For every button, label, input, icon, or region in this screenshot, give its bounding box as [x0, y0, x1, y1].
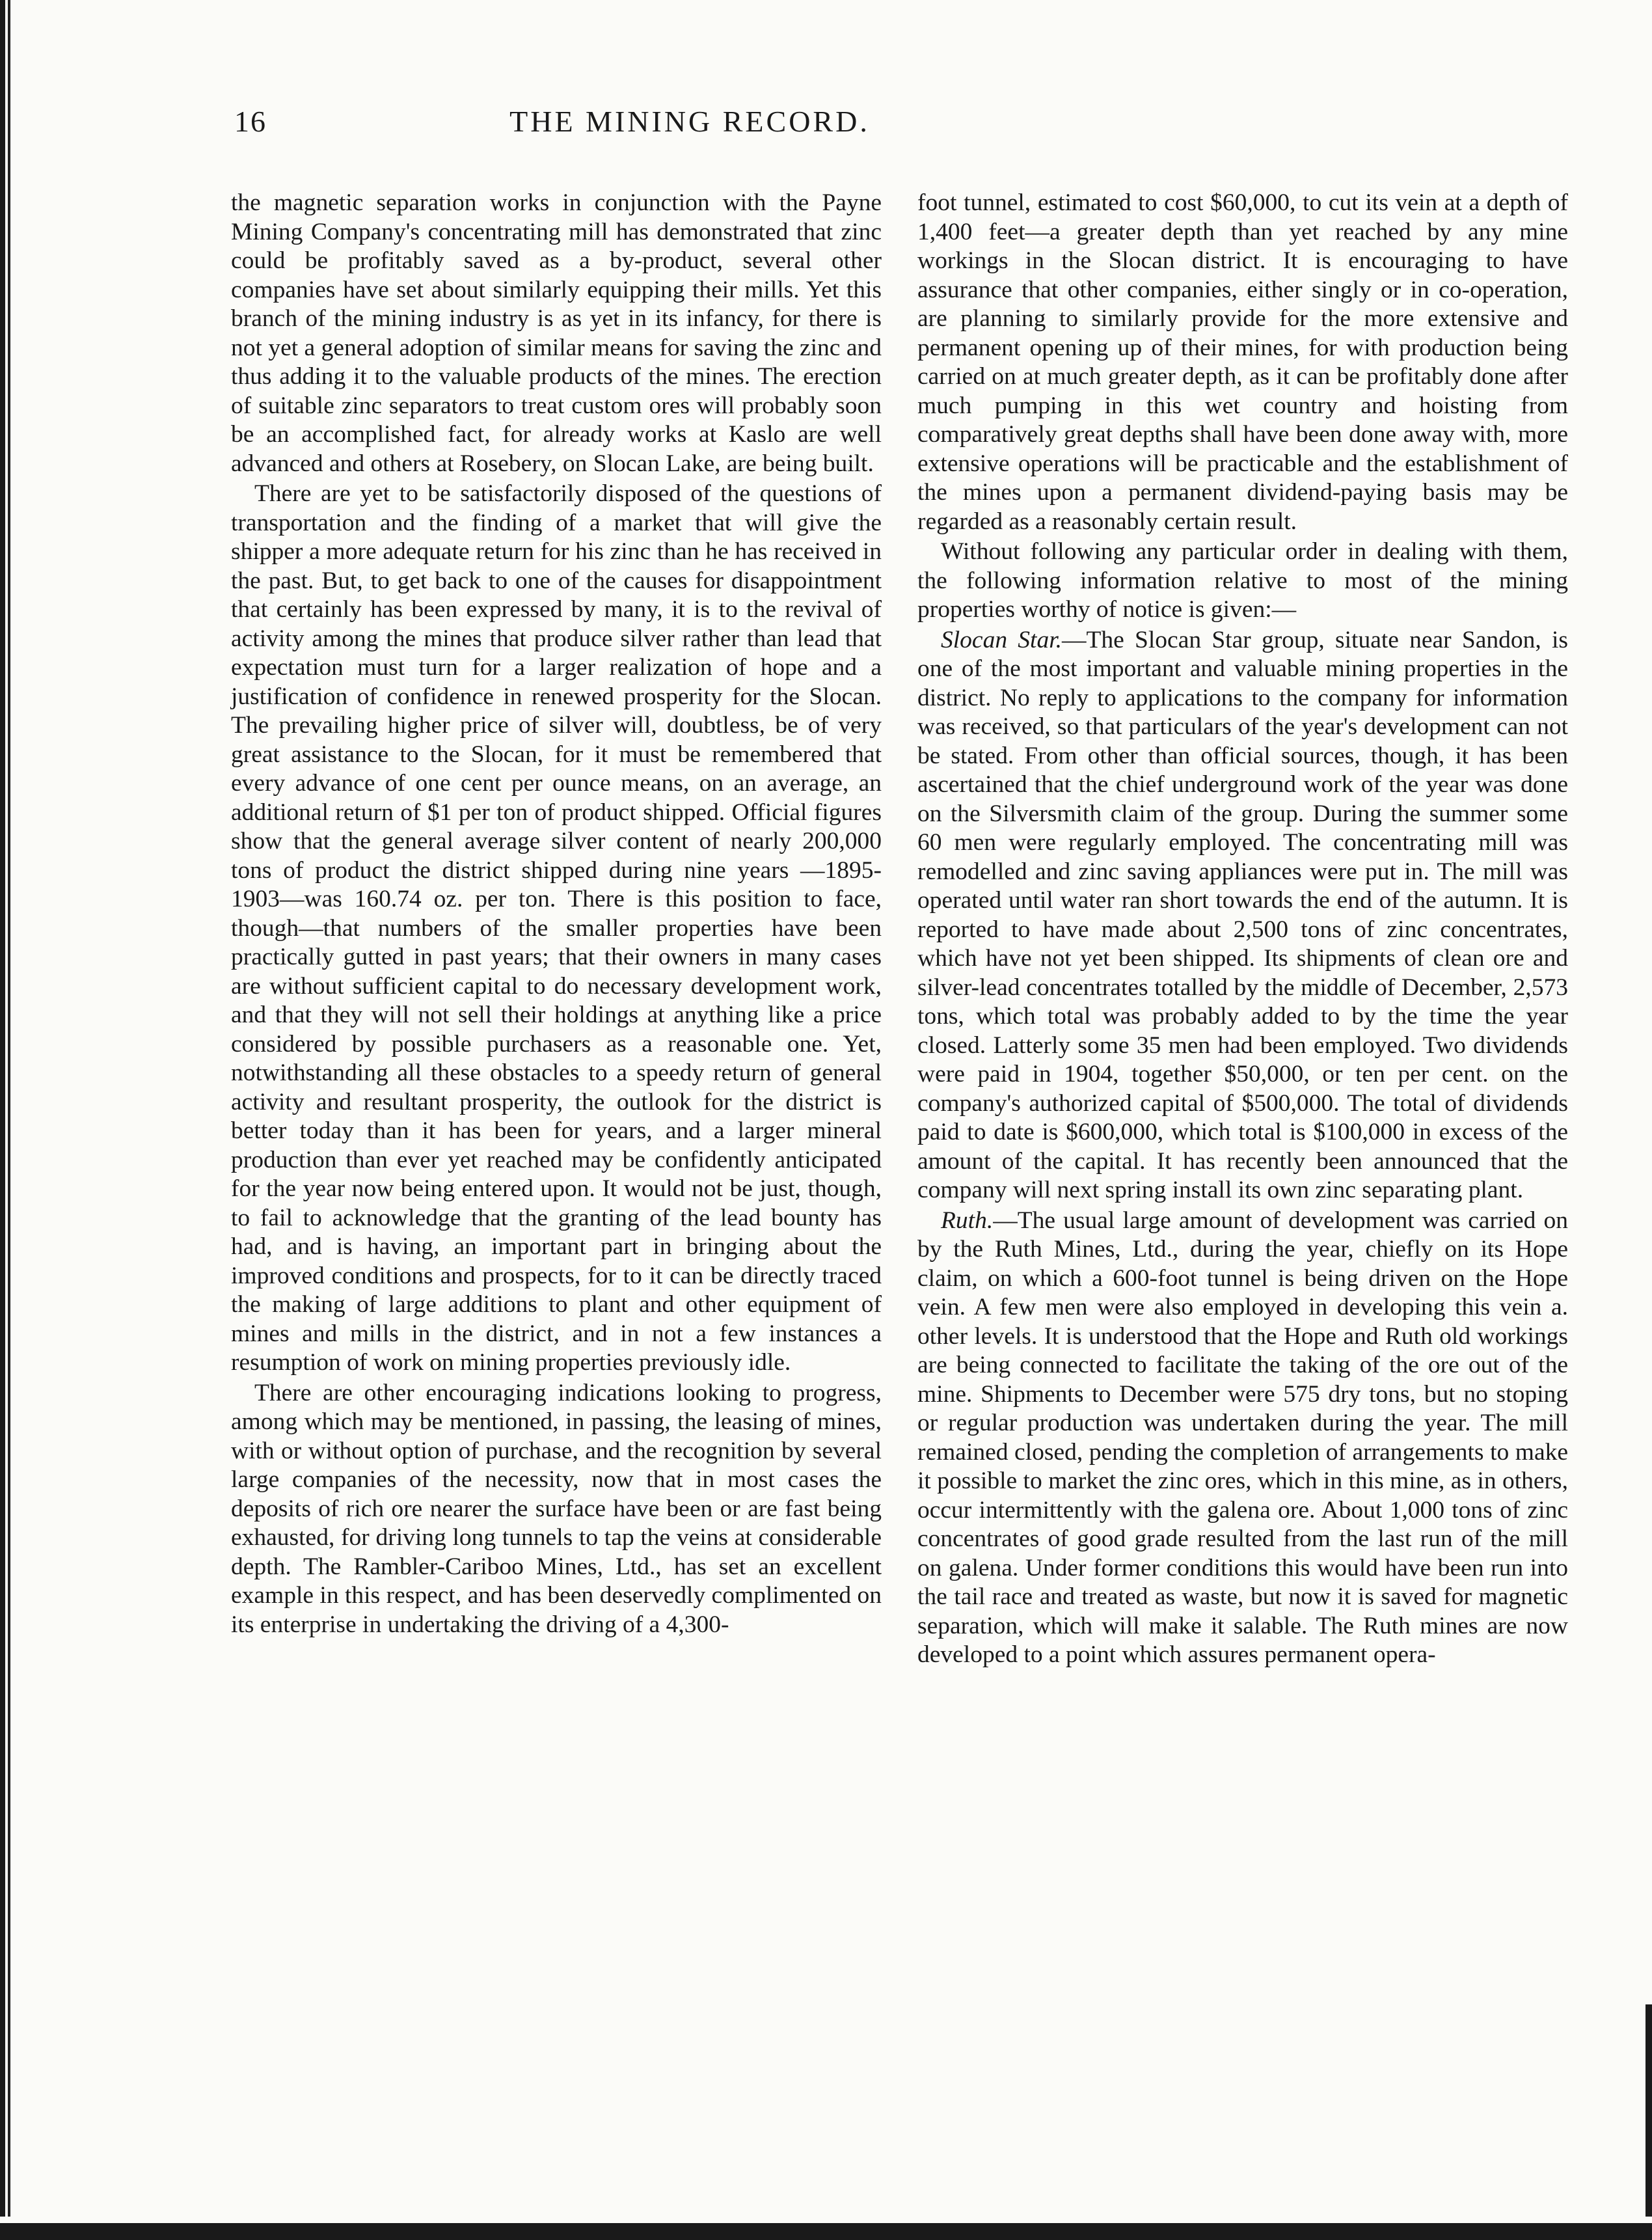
right-column [917, 189, 1568, 1670]
left-column [231, 189, 882, 1639]
entry-text: —The usual large amount of development was carried on by the Ruth Mines, Ltd., during the year, chiefly on its Hope claim, on which a 600-foot tunnel is being driven on the Hope vein. A few men were also employed in developing this vein a. other levels. It is understood that the Hope and Ruth old workings are being connected to facilitate the taking of the ore out of the mine. Shipments to December were 575 dry tons, but no stoping or regular production was undertaken during the year. The mill remained closed, pending the completion of arrangements to make it possible to market the zinc ores, which in this mine, as in others, occur intermittently with the galena ore. About 1,000 tons of zinc concentrates of good grade resulted from the last run of the mill on galena. Under former conditions this would have been run into the tail race and treated as waste, but now it is saved for magnetic separation, which will make it salable. The Ruth mines are now developed to a point which assures permanent opera- [917, 1207, 1568, 1668]
right-paragraph-1: foot tunnel, estimated to cost $60,000, to cut its vein at a depth of 1,400 feet—a greater depth than yet reached by any mine workings in the Slocan district. It is encouraging to have assurance that other companies, either singly or in co-operation, are planning to similarly provide for the more extensive and permanent opening up of their mines, for with production being carried on at much greater depth, as it can be profitably done after much pumping in this wet country and hoisting from comparatively great depths shall have been done away with, more extensive operations will be practicable and the establishment of the mines upon a permanent dividend-paying basis may be regarded as a reasonably certain result. [917, 189, 1568, 535]
scan-left-edge [0, 0, 14, 2240]
left-paragraph-1: the magnetic separation works in conjunction with the Payne Mining Company's concentrating mill has demonstrated that zinc could be profitably saved as a by-product, several other companies have set about similarly equipping their mills. Yet this branch of the mining industry is as yet in its infancy, for there is not yet a general adoption of similar means for saving the zinc and thus adding it to the valuable products of the mines. The erection of suitable zinc separators to treat custom ores will probably soon be an accomplished fact, for already works at Kaslo are well advanced and others at Rosebery, on Slocan Lake, are being built. [231, 189, 882, 477]
entry-slocan-star [917, 626, 1568, 1205]
left-paragraph-2: There are yet to be satisfactorily disposed of the questions of transportation and the finding of a market that will give the shipper a more adequate return for his zinc than he has received in the past. But, to get back to one of the causes for disappointment that certainly has been expressed by many, it is to the revival of activity among the mines that produce silver rather than lead that expectation must turn for a larger realization of hope and a justification of confidence in renewed prosperity for the Slocan. The prevailing higher price of silver will, doubtless, be of very great assistance to the Slocan, for it must be remembered that every advance of one cent per ounce means, on an average, an additional return of $1 per ton of product shipped. Official figures show that the general average silver content of nearly 200,000 tons of product the district shipped during nine years —1895-1903—was 160.74 oz. per ton. There is this position to face, though—that numbers of the smaller properties have been practically gutted in past years; that their owners in many cases are without sufficient capital to do necessary development work, and that they will not sell their holdings at anything like a price considered by possible purchasers as a reasonable one. Yet, notwithstanding all these obstacles to a speedy return of general activity and resultant prosperity, the outlook for the district is better today than it has been for years, and a larger mineral production than ever yet reached may be confidently anticipated for the year now being entered upon. It would not be just, though, to fail to acknowledge that the granting of the lead bounty has had, and is having, an important part in bringing about the improved conditions and prospects, for to it can be directly traced the making of large additions to plant and other equipment of mines and mills in the district, and in not a few instances a resumption of work on mining properties previously idle. [231, 480, 882, 1376]
entry-heading: Slocan Star. [941, 626, 1063, 653]
left-paragraph-3: There are other encouraging indications looking to progress, among which may be mentioned, in passing, the leasing of mines, with or without option of purchase, and the recognition by several large companies of the necessity, now that in most cases the deposits of rich ore nearer the surface have been or are fast being exhausted, for driving long tunnels to tap the veins at considerable depth. The Rambler-Cariboo Mines, Ltd., has set an excellent example in this respect, and has been deservedly complimented on its enterprise in undertaking the driving of a 4,300- [231, 1379, 882, 1638]
scan-right-edge [1645, 2004, 1652, 2240]
scan-bottom-edge [0, 2217, 1652, 2240]
entry-ruth [917, 1207, 1568, 1670]
page-header [234, 104, 1588, 150]
entry-heading: Ruth. [941, 1207, 994, 1234]
entry-text: —The Slocan Star group, situate near Sandon, is one of the most important and valuable mining properties in the district. No reply to applications to the company for information was received, so that particulars of the year's development can not be stated. From other than official sources, though, it has been ascertained that the chief underground work of the year was done on the Silversmith claim of the group. During the summer some 60 men were regularly employed. The concentrating mill was remodelled and zinc saving appliances were put in. The mill was operated until water ran short towards the end of the autumn. It is reported to have made about 2,500 tons of zinc concentrates, which have not yet been shipped. Its shipments of clean ore and silver-lead concentrates totalled by the middle of December, 2,573 tons, which total was probably added to by the time the year closed. Latterly some 35 men had been employed. Two dividends were paid in 1904, together $50,000, or ten per cent. on the company's authorized capital of $500,000. The total of dividends paid to date is $600,000, which total is $100,000 in excess of the amount of the capital. It has recently been announced that the company will next spring install its own zinc separating plant. [917, 626, 1568, 1203]
page-number: 16 [234, 105, 267, 138]
page-title: THE MINING RECORD. [509, 105, 870, 138]
right-paragraph-2: Without following any particular order in dealing with them, the following information relative to most of the mining properties worthy of notice is given:— [917, 538, 1568, 623]
